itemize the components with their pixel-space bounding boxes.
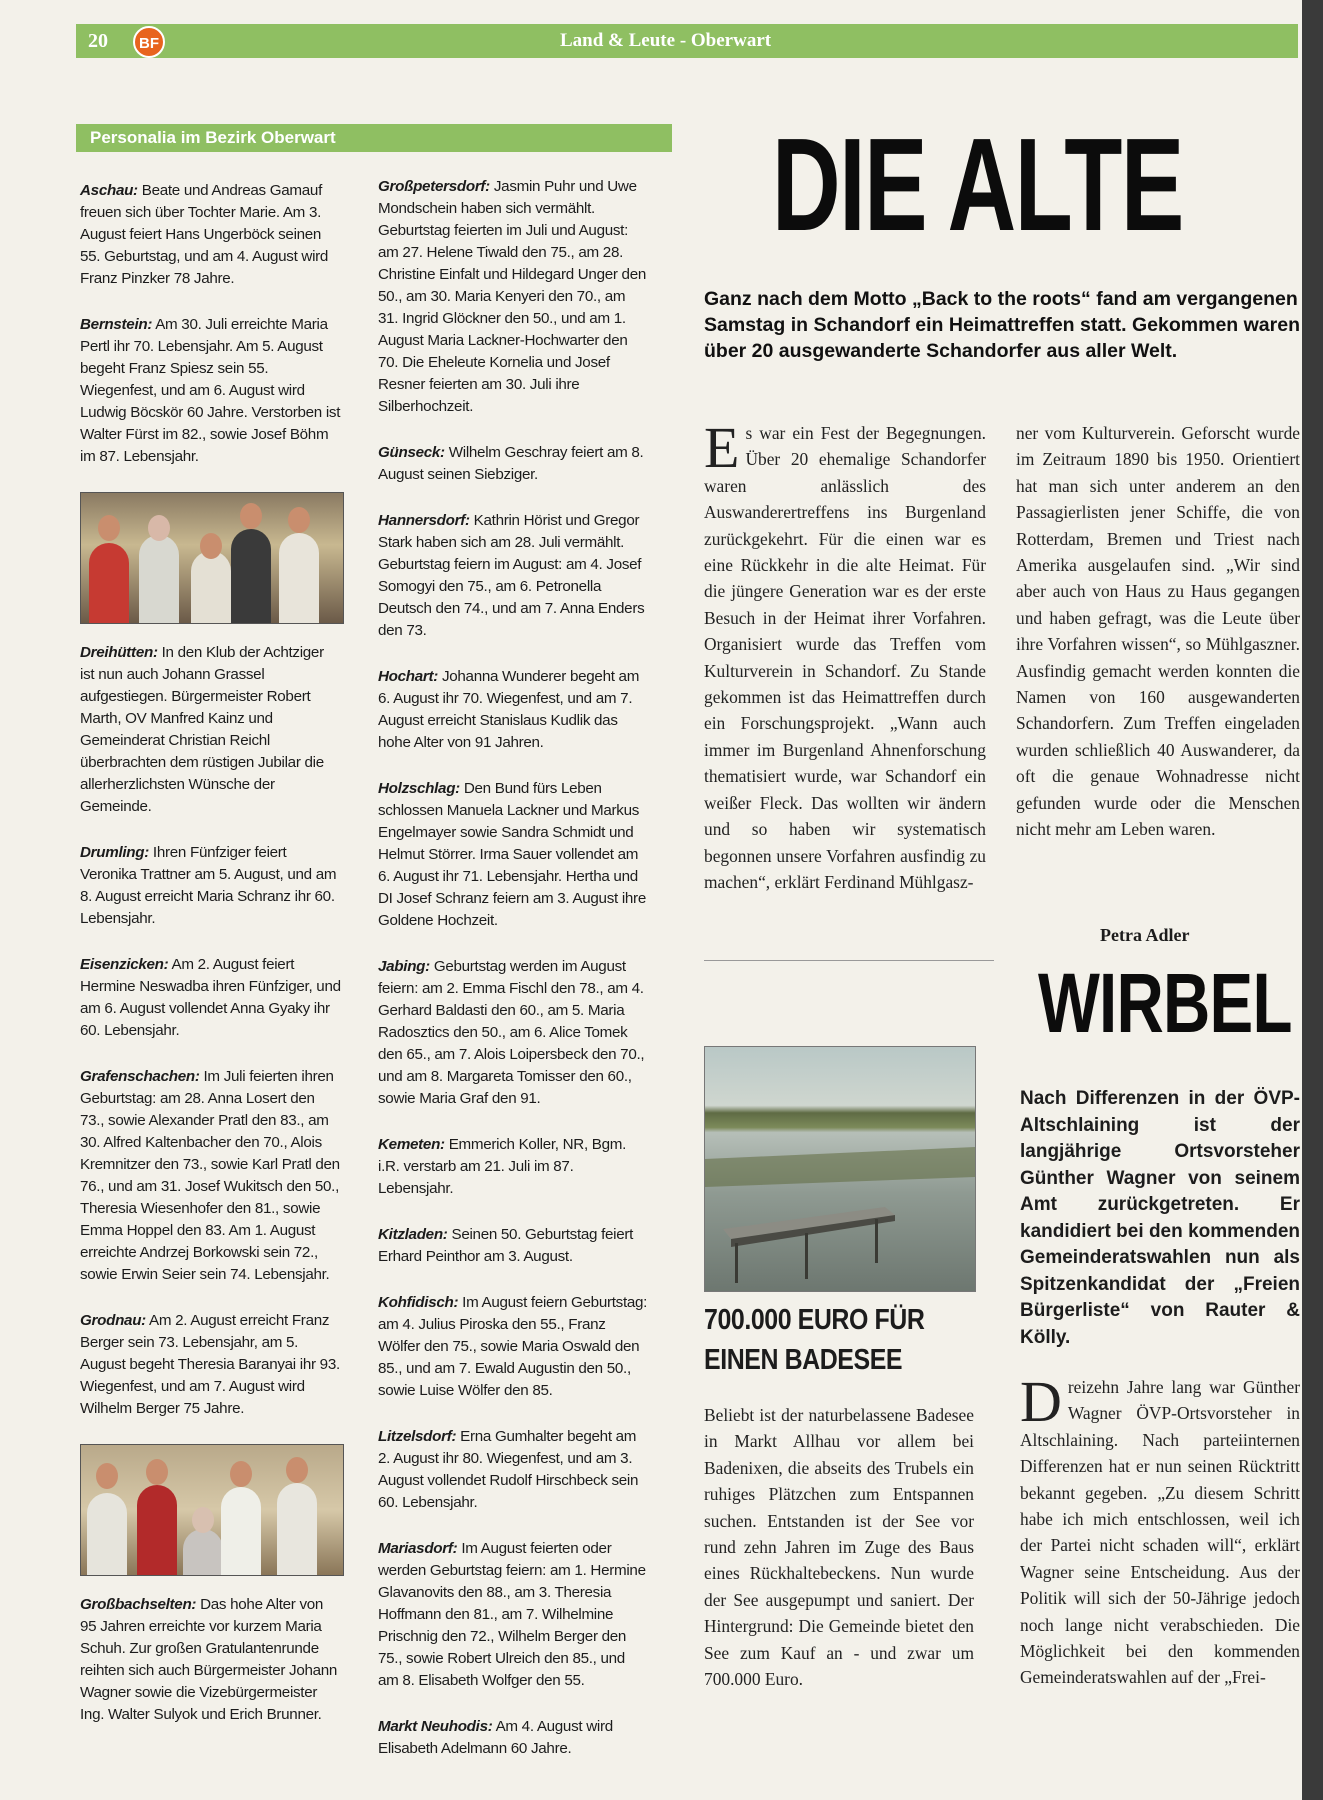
- entry-text: Erna Gumhalter begeht am 2. August ihr 80. Wiegenfest, und am 3. August vollendet Rudolf Hirschbeck sein 60. Lebensjahr.: [378, 1428, 639, 1511]
- personalia-column-1: [80, 180, 342, 1750]
- personalia-entry: [378, 1538, 648, 1692]
- personalia-entry: [378, 1426, 648, 1514]
- personalia-entry: [80, 842, 342, 930]
- personalia-entry: [378, 1292, 648, 1402]
- article3-text: reizehn Jahre lang war Günther Wagner ÖVP-Ortsvorsteher in Altschlaining. Nach parteiinternen Differenzen hat er nun seinen Rücktritt bekannt gegeben. „Zu diesem Schritt habe ich mich entschlossen, weil ich der Partei nicht schaden will“, erklärt Wagner seine Entscheidung. Aus der Politik will sich der 50-Jährige jedoch noch lange nicht verabschieden. Die Möglichkeit bei den kommenden Gemeinderatswahlen auf der „Frei-: [1020, 1377, 1300, 1688]
- article2-body: Beliebt ist der naturbelassene Badesee in Markt Allhau vor allem bei Badenixen, die abseits des Trubels ein ruhiges Plätzchen zum Entspannen suchen. Entstanden ist der See vor rund zehn Jahren im Zuge des Baus eines Rückhaltebeckens. Nun wurde der See ausgepumpt und saniert. Der Hintergrund: Die Gemeinde bietet den See zum Kauf an - und zwar um 700.000 Euro.: [704, 1405, 974, 1690]
- personalia-entry: [378, 176, 648, 418]
- personalia-heading: Personalia im Bezirk Oberwart: [76, 124, 672, 152]
- divider: [704, 960, 994, 961]
- place-name: Holzschlag:: [378, 780, 460, 797]
- place-name: Grodnau:: [80, 1312, 146, 1329]
- place-name: Hannersdorf:: [378, 512, 470, 529]
- personalia-entry: [378, 778, 648, 932]
- personalia-entry: [80, 1594, 342, 1726]
- personalia-entry: [80, 180, 342, 290]
- entry-text: In den Klub der Achtziger ist nun auch Johann Grassel aufgestiegen. Bürgermeister Robert Marth, OV Manfred Kainz und Gemeinderat Christian Reichl überbrachten dem rüstigen Jubilar die allerherzlichsten Wünsche der Gemeinde.: [80, 644, 324, 815]
- entry-text: Am 2. August feiert Hermine Neswadba ihren Fünfziger, und am 6. August vollendet Anna Gyaky ihr 60. Lebensjahr.: [80, 956, 341, 1039]
- dropcap: D: [1020, 1369, 1062, 1434]
- entry-text: Am 4. August wird Elisabeth Adelmann 60 Jahre.: [378, 1718, 613, 1757]
- place-name: Eisenzicken:: [80, 956, 169, 973]
- entry-text: Kathrin Hörist und Gregor Stark haben sich am 28. Juli vermählt. Geburtstag feiern im August: am 4. Josef Somogyi den 75., am 6. Petronella Deutsch den 74., und am 7. Anna Enders den 73.: [378, 512, 645, 639]
- place-name: Drumling:: [80, 844, 150, 861]
- article1-column-2: ner vom Kulturverein. Geforscht wurde im Zeitraum 1890 bis 1950. Orientiert hat man sich unter anderem an den Passagierlisten jener Schiffe, die von Rotterdam, Bremen und Triest nach Amerika ausgelaufen sind. „Wir sind aber auch von Haus zu Haus gegangen und haben gefragt, was die Leute über ihre Vorfahren wissen“, so Mühlgaszner. Ausfindig gemacht werden konnten die Namen von 160 ausgewanderten Schandorfern. Zum Treffen eingeladen wurden schließlich 40 Auswanderer, da oft die genaue Wohnadresse nicht gefunden wurde oder die Menschen nicht mehr am Leben waren.: [1016, 423, 1300, 840]
- place-name: Großbachselten:: [80, 1596, 197, 1613]
- place-name: Günseck:: [378, 444, 445, 461]
- entry-text: Das hohe Alter von 95 Jahren erreichte vor kurzem Maria Schuh. Zur großen Gratulantenrunde reihten sich auch Bürgermeister Johann Wagner sowie die Vizebürgermeister Ing. Walter Sulyok und Erich Brunner.: [80, 1596, 338, 1723]
- author-byline: Petra Adler: [1100, 925, 1190, 945]
- place-name: Dreihütten:: [80, 644, 158, 661]
- entry-text: Am 2. August erreicht Franz Berger sein 73. Lebensjahr, am 5. August begeht Theresia Baranyai ihr 93. Wiegenfest, und am 7. August wird Wilhelm Berger 75 Jahre.: [80, 1312, 340, 1417]
- place-name: Großpetersdorf:: [378, 178, 490, 195]
- personalia-entry: [80, 642, 342, 818]
- personalia-entry: [378, 1224, 648, 1268]
- personalia-entry: [378, 1134, 648, 1200]
- personalia-entry: [378, 1716, 648, 1760]
- place-name: Hochart:: [378, 668, 439, 685]
- entry-text: Emmerich Koller, NR, Bgm. i.R. verstarb am 21. Juli im 87. Lebensjahr.: [378, 1136, 627, 1197]
- entry-text: Jasmin Puhr und Uwe Mondschein haben sich vermählt. Geburtstag feierten im Juli und August: am 27. Helene Tiwald den 75., am 28. Christine Einfalt und Hildegard Unger den 50., am 30. Maria Kenyeri den 70., am 31. Ingrid Glöckner den 50., und am 1. August Maria Lackner-Hochwarter den 70. Die Eheleute Kornelia und Josef Resner feierten am 30. Juli ihre Silberhochzeit.: [378, 178, 646, 415]
- place-name: Kitzladen:: [378, 1226, 448, 1243]
- place-name: Jabing:: [378, 958, 430, 975]
- place-name: Mariasdorf:: [378, 1540, 458, 1557]
- entry-text: Im Juli feierten ihren Geburtstag: am 28. Anna Losert den 73., sowie Alexander Pratl den 83., am 30. Alfred Kaltenbacher den 70., Alois Kremnitzer den 73., sowie Karl Pratl den 76., und am 31. Josef Wukitsch den 50., Theresia Wiesenhofer den 81., sowie Emma Hoppel den 83. Am 1. August erreichte Andrzej Borkowski sein 72., sowie Erwin Seier sein 74. Lebensjahr.: [80, 1068, 340, 1283]
- place-name: Aschau:: [80, 182, 138, 199]
- place-name: Kemeten:: [378, 1136, 445, 1153]
- entry-text: Den Bund fürs Leben schlossen Manuela Lackner und Markus Engelmayer sowie Sandra Schmidt und Helmut Störrer. Irma Sauer vollendet am 6. August ihr 71. Lebensjahr. Hertha und DI Josef Schranz feiern am 3. August ihre Goldene Hochzeit.: [378, 780, 646, 929]
- entry-text: Beate und Andreas Gamauf freuen sich über Tochter Marie. Am 3. August feiert Hans Ungerböck seinen 55. Geburtstag, und am 4. August wird Franz Pinzker 78 Jahre.: [80, 182, 329, 287]
- page-edge: [1302, 0, 1323, 1800]
- dropcap: E: [704, 415, 740, 480]
- place-name: Bernstein:: [80, 316, 153, 333]
- entry-text: Wilhelm Geschray feiert am 8. August seinen Siebziger.: [378, 444, 644, 483]
- page-number: 20: [88, 30, 108, 52]
- entry-text: Johanna Wunderer begeht am 6. August ihr 70. Wiegenfest, und am 7. August erreicht Stanislaus Kudlik das hohe Alter von 91 Jahren.: [378, 668, 640, 751]
- entry-text: Seinen 50. Geburtstag feiert Erhard Peinthor am 3. August.: [378, 1226, 634, 1265]
- personalia-entry: [378, 442, 648, 486]
- group-photo-dreihuetten: [80, 492, 344, 624]
- headline-wirbel: WIRBEL: [1038, 956, 1292, 1050]
- personalia-column-2: [378, 176, 648, 1784]
- entry-text: Am 30. Juli erreichte Maria Pertl ihr 70. Lebensjahr. Am 5. August begeht Franz Spiesz sein 55. Wiegenfest, und am 6. August wird Ludwig Böcskör 60 Jahre. Verstorben ist Walter Fürst im 82., sowie Josef Böhm im 87. Lebensjahr.: [80, 316, 341, 465]
- section-title: Land & Leute - Oberwart: [560, 30, 772, 51]
- headline-die-alte: DIE ALTE: [772, 111, 1183, 258]
- entry-text: Im August feiern Geburtstag: am 4. Julius Piroska den 55., Franz Wölfer den 75., sowie Maria Oswald den 85., und am 7. Ewald Augustin den 50., sowie Luise Wölfer den 85.: [378, 1294, 648, 1399]
- lake-photo: [704, 1046, 976, 1292]
- place-name: Markt Neuhodis:: [378, 1718, 493, 1735]
- group-photo-grossbachselten: [80, 1444, 344, 1576]
- personalia-entry: [378, 956, 648, 1110]
- place-name: Litzelsdorf:: [378, 1428, 457, 1445]
- lake-photo-graphic: [705, 1047, 975, 1291]
- personalia-entry: [378, 510, 648, 642]
- entry-text: Geburtstag werden im August feiern: am 2. Emma Fischl den 78., am 4. Gerhard Baldasti den 60., am 5. Maria Radosztics den 50., am 6. Alice Tomek den 65., am 7. Alois Loipersbeck den 70., und am 8. Margareta Tomisser den 60., sowie Maria Graf den 91.: [378, 958, 645, 1107]
- article1-lead: Ganz nach dem Motto „Back to the roots“ fand am vergangenen Samstag in Schandorf ein Heimattreffen statt. Gekommen waren über 20 ausgewanderte Schandorfer aus aller Welt.: [704, 288, 1300, 362]
- place-name: Kohfidisch:: [378, 1294, 459, 1311]
- personalia-entry: [80, 1066, 342, 1286]
- article3-body: [1020, 1369, 1300, 1691]
- article3-lead: Nach Differenzen in der ÖVP-Altschlaining ist der langjährige Ortsvorsteher Günther Wagner von seinem Amt zurückgetreten. Er kandidiert bei den kommenden Gemeinderatswahlen nun als Spitzenkandidat der „Freien Bürgerliste“ von Rauter & Kölly.: [1020, 1088, 1300, 1348]
- entry-text: Ihren Fünfziger feiert Veronika Trattner am 5. August, und am 8. August erreicht Maria Schranz ihr 60. Lebensjahr.: [80, 844, 337, 927]
- personalia-entry: [378, 666, 648, 754]
- personalia-entry: [80, 954, 342, 1042]
- personalia-entry: [80, 1310, 342, 1420]
- personalia-entry: [80, 314, 342, 468]
- entry-text: Im August feierten oder werden Geburtstag feiern: am 1. Hermine Glavanovits den 88., am 3. Theresia Hoffmann den 81., am 7. Wilhelmine Prischnig den 72., Wilhelm Berger den 75., sowie Robert Ulreich den 85., und am 8. Elisabeth Wolfger den 55.: [378, 1540, 646, 1689]
- publication-logo: BF: [133, 26, 165, 58]
- article1-text-1: s war ein Fest der Begegnungen. Über 20 ehemalige Schandorfer waren anlässlich des Auswanderertreffens ins Burgenland zurückgekehrt. Für die einen war es eine Rückkehr in die alte Heimat. Für die jüngere Generation war es der erste Besuch in der Heimat ihrer Vorfahren. Organisiert wurde das Treffen vom Kulturverein in Schandorf. Zu Stande gekommen ist das Heimattreffen durch ein Forschungsprojekt. „Wann auch immer im Burgenland Ahnenforschung thematisiert wurde, war Schandorf ein weißer Fleck. Das wollten wir ändern und so haben wir systematisch begonnen unsere Vorfahren ausfindig zu machen“, erklärt Ferdinand Mühlgasz-: [704, 423, 986, 892]
- place-name: Grafenschachen:: [80, 1068, 200, 1085]
- article1-column-1: [704, 415, 986, 895]
- headline-badesee: 700.000 EURO FÜR EINEN BADESEE: [704, 1304, 925, 1376]
